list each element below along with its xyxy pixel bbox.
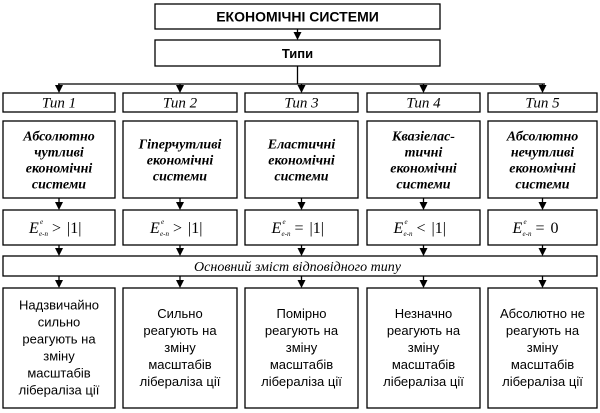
main-content-banner-text: Основний зміст відповідного типу [194,260,401,275]
elasticity-subscript: е-п [522,230,532,238]
type-5-description-line: лібераліза ції [502,374,583,389]
type-1-description-line: зміну [43,348,75,364]
banner-to-description-1-arrow [55,280,63,288]
bus-to-type-3-arrow [298,85,306,93]
formula-to-banner-3-arrow [298,248,306,256]
type-1-description-line: лібераліза ції [18,382,100,398]
type-3-name-line: економічні [268,153,335,169]
elasticity-subscript: е-п [160,230,169,238]
type-3-value: |1| [309,220,324,237]
type-1-label: Тип 1 [41,95,77,112]
type-5-name-line: Абсолютно [506,129,579,145]
type-5-label: Тип 5 [525,95,560,112]
type-1-description-line: масштабів [27,365,91,381]
type-2-description-line: зміну [164,340,196,355]
type-4-description-line: масштабів [391,357,456,372]
type-1-description-line: реагують на [22,331,96,347]
type-5-description-line: реагують на [505,323,580,338]
elasticity-subscript: е-п [403,230,413,238]
type-3-description-line: Помірно [276,306,327,321]
type-5-relation: = [535,220,545,237]
formula-to-banner-4-arrow [420,248,428,256]
type-2-name-line: економічні [146,153,214,169]
banner-to-description-2-arrow [176,280,184,288]
type-2-description-line: лібераліза ції [139,374,221,389]
type-5-description-line: Абсолютно не [500,306,585,321]
elasticity-superscript: e [404,218,408,226]
type-3-name-line: системи [274,169,329,185]
type-3-description-line: масштабів [269,357,334,372]
bus-to-type-4-arrow [420,85,428,93]
bus-to-type-5-arrow [539,85,547,93]
elasticity-symbol: E [271,220,282,237]
type-5-description-line: масштабів [510,357,575,372]
type-1-description-line: сильно [37,314,81,330]
type-1-name-line: економічні [25,161,93,177]
formula-to-banner-1-arrow [55,248,63,256]
elasticity-symbol: E [393,220,404,237]
type-2-description-line: Сильно [157,306,203,321]
type-2-relation: > [173,220,183,237]
banner-to-description-3-arrow [298,280,306,288]
elasticity-symbol: E [150,220,160,237]
type-4-name-line: тичні [404,145,443,161]
elasticity-symbol: E [512,220,523,237]
type-4-value: |1| [431,220,446,237]
type-4-description-line: лібераліза ції [383,374,464,389]
name-to-formula-2-arrow [176,202,184,210]
type-columns [3,84,597,408]
type-2-label: Тип 2 [162,95,198,112]
type-2-description-line: масштабів [148,357,212,372]
banner-to-description-4-arrow [420,280,428,288]
elasticity-subscript: е-п [281,230,291,238]
bus-to-type-2-arrow [176,85,184,93]
type-4-description-line: зміну [407,340,440,355]
type-4-name-line: економічні [390,161,457,177]
type-4-relation: < [416,220,426,237]
type-2-name-line: системи [152,169,208,185]
type-3-label: Тип 3 [284,95,319,112]
type-1-relation: > [52,220,62,237]
formula-to-banner-2-arrow [176,248,184,256]
type-5-name-line: нечутливі [510,145,575,161]
name-to-formula-3-arrow [298,202,306,210]
type-5-description-line: зміну [526,340,559,355]
elasticity-superscript: e [282,218,286,226]
type-3-name-line: Еластичні [267,137,336,153]
type-5-name-line: економічні [509,161,576,177]
name-to-formula-4-arrow [420,202,428,210]
name-to-formula-5-arrow [539,202,547,210]
banner-to-description-5-arrow [539,280,547,288]
elasticity-superscript: e [523,218,527,226]
type-1-name-line: чутливі [34,145,84,161]
type-1-value: |1| [67,220,82,237]
type-2-value: |1| [188,220,203,237]
elasticity-subscript: е-п [39,230,48,238]
bus-to-type-1-arrow [55,85,63,93]
type-1-name-line: Абсолютно [23,129,95,145]
type-4-description-line: Незначно [394,306,453,321]
type-1-description-line: Надзвичайно [18,297,100,313]
elasticity-superscript: e [40,218,44,226]
type-3-relation: = [294,220,304,237]
type-3-description-line: реагують на [264,323,339,338]
type-3-description-line: лібераліза ції [261,374,342,389]
diagram-title: ЕКОНОМІЧНІ СИСТЕМИ [216,8,379,25]
name-to-formula-1-arrow [55,202,63,210]
types-label: Типи [281,46,314,61]
type-4-label: Тип 4 [406,95,441,112]
type-4-name-line: Квазіелас- [392,129,455,145]
type-5-value: 0 [550,220,559,237]
title-to-types-arrow [294,32,302,40]
type-2-name-line: Гіперчутливі [138,137,222,153]
type-4-description-line: реагують на [386,323,461,338]
elasticity-symbol: E [29,220,39,237]
elasticity-superscript: e [161,218,165,226]
type-4-name-line: системи [396,177,451,193]
type-1-name-line: системи [31,177,87,193]
type-2-description-line: реагують на [143,323,217,338]
formula-to-banner-5-arrow [539,248,547,256]
type-5-name-line: системи [515,177,570,193]
type-3-description-line: зміну [285,340,318,355]
